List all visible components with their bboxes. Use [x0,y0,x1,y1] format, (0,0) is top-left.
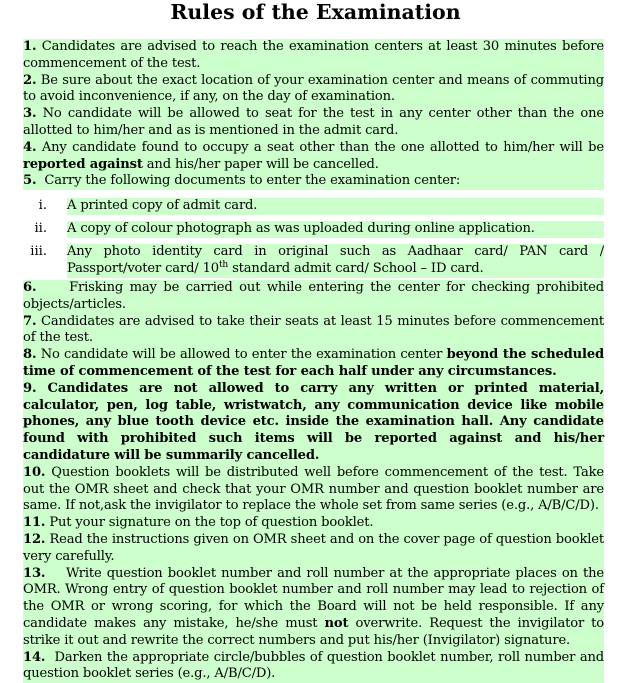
rule-text: Candidates are advised to take their seats at least 15 minutes before commencement of the test. [23,313,604,346]
rule-number: 11. [23,515,46,531]
rule-emphasis: not [324,615,349,631]
rule-number: 10. [23,464,46,480]
rule-text: Question booklets will be distributed well before commencement of the test. Take out the OMR sheet and check that your OMR number and question booklet number are same. If not,ask the invigilator to replace the whole set from same series (e.g., A/B/C/D). [23,464,604,514]
rule-text: Any candidate found to occupy a seat other than the one allotted to him/her will be [41,139,604,155]
rule-text: Candidates are not allowed to carry any written or printed material, calculator, pen, log table, wristwatch, any communication device like mobile phones, any blue tooth device etc. inside the examination hall. Any candidate found with prohibited such items will be reported against and his/her candidature will be summarily cancelled. [23,380,604,463]
rule-9 [23,381,604,465]
rule-number: 1. [23,39,37,54]
rule-number: 14. [23,649,46,665]
rule-text: Put your signature on the top of question booklet. [49,515,374,531]
rule-text: Candidates are advised to reach the examination centers at least 30 minutes before commencement of the test. [23,39,604,71]
rule-text: Write question booklet number and roll number at the appropriate places on the OMR. Wrong entry of question booklet number and roll number may lead to rejection of the OMR or wrong scoring, for which the Board will not be held responsible. If any candidate makes any mistake, he/she must [23,565,604,631]
rule-text: and his/her paper will be cancelled. [146,156,379,172]
rule-number: 12. [23,531,46,547]
superscript: th [218,259,229,270]
rule-8 [23,347,604,381]
rule-number: 6. [23,280,37,295]
rule-4 [23,140,604,174]
item-number: i. [38,198,47,213]
rule-12 [23,532,604,566]
item-text-b: standard admit card/ School – ID card. [232,260,484,276]
item-number: ii. [34,221,47,236]
rule-text: Frisking may be carried out while entering the center for checking prohibited objects/articles. [23,280,604,312]
rule-6 [23,280,604,314]
rule-10 [23,465,604,515]
rule-text: overwrite. Request the invigilator to strike it out and rewrite the correct numbers and put his/her (Invigilator) signature. [23,615,605,648]
rule-number: 2. [23,72,37,88]
rule-5 [23,173,604,190]
rule-11 [23,515,604,532]
rule-7 [23,314,604,348]
item-number: iii. [30,244,47,259]
item-text: A copy of colour photograph as was uploaded during online application. [67,221,604,238]
item-text [67,244,604,278]
rule-13 [23,566,604,650]
item-text: A printed copy of admit card. [67,198,604,215]
rule-number: 5. [23,173,37,189]
item-text-a: Any photo identity card in original such as Aadhaar card/ PAN card / Passport/voter card/ 10 [67,244,604,276]
rule-text: Carry the following documents to enter the examination center: [44,173,461,189]
rule-1 [23,39,604,73]
rule-number: 7. [23,313,37,329]
rule-emphasis: reported against [23,156,143,172]
rule-emphasis: beyond the scheduled time of commencement of the test for each half under any circumstances. [23,347,605,379]
rule-number: 8. [23,347,37,363]
rule-number: 3. [23,106,37,122]
rule-text: Be sure about the exact location of your examination center and means of commuting to avoid inconvenience, if any, on the day of examination. [23,72,604,105]
rule-text: Darken the appropriate circle/bubbles of question booklet number, roll number and question booklet series (e.g., A/B/C/D). [23,649,604,682]
rules-block-top [23,39,604,190]
rule-number: 4. [23,139,37,155]
rule-number: 9. [23,380,37,396]
rule-3 [23,106,604,140]
rule-text: No candidate will be allowed to seat for the test in any center other than the one allotted to him/her and as is mentioned in the admit card. [23,106,604,138]
rule-text: No candidate will be allowed to enter the examination center [40,347,443,363]
rule-14 [23,650,604,683]
page-title: Rules of the Examination [170,0,461,24]
rule-2 [23,73,604,107]
rule-number: 13. [23,565,46,581]
rules-block-bottom [23,280,604,683]
rule-text: Read the instructions given on OMR sheet and on the cover page of question booklet very carefully. [23,531,605,564]
